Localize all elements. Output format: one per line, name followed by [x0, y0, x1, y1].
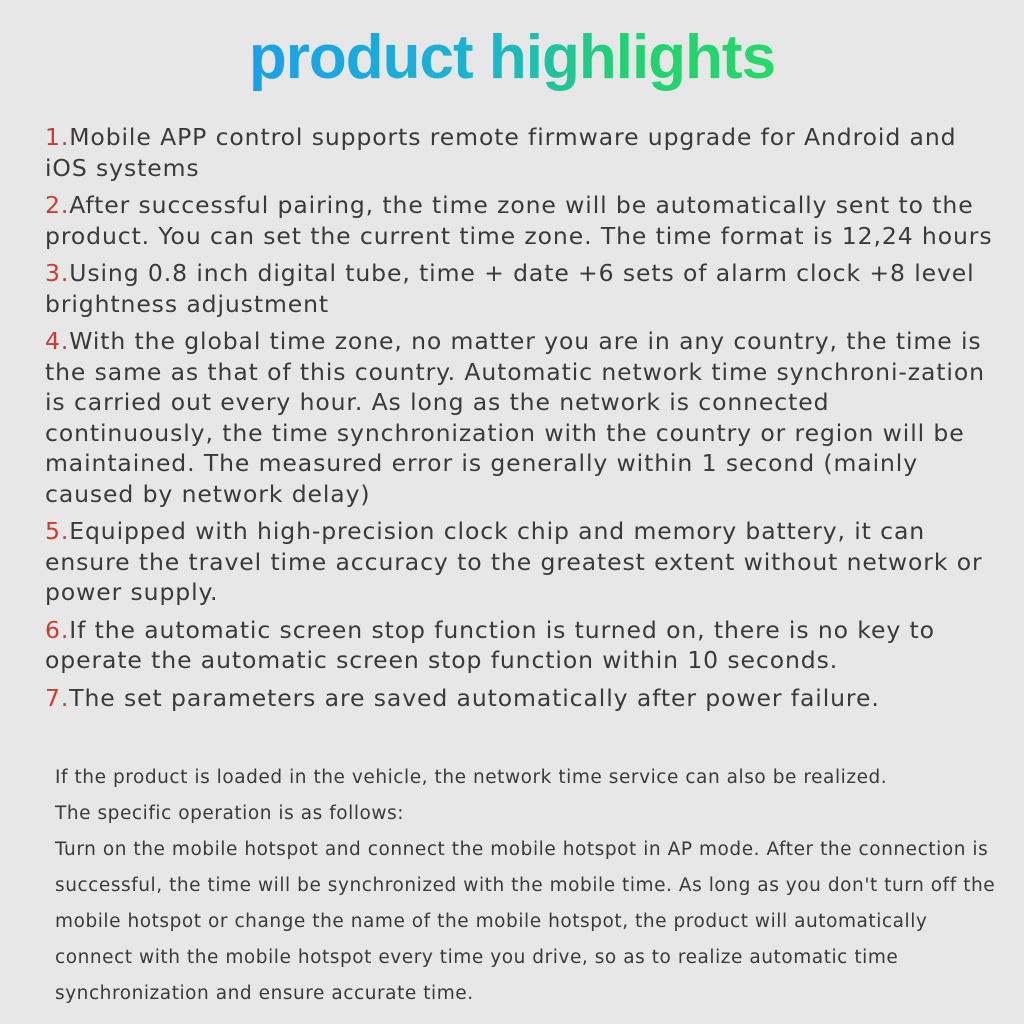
note-body: Turn on the mobile hotspot and connect the mobile hotspot in AP mode. After the connection is successful, the time will be synchronized with the mobile time. As long as you don't turn off the mobile hotspot or change the name of the mobile hotspot, the product will automatically connect with the mobile hotspot every time you drive, so as to realize automatic time synchronization and ensure accurate time. [55, 839, 996, 1004]
highlights-list [45, 122, 1000, 720]
list-item [45, 122, 1000, 183]
title-text: product highlights [248, 23, 776, 92]
list-item [45, 615, 1000, 676]
vehicle-note [55, 760, 1010, 1012]
item-number: 3. [45, 259, 70, 287]
item-number: 5. [45, 517, 70, 545]
item-number: 2. [45, 191, 70, 219]
item-number: 1. [45, 123, 70, 151]
item-text: The set parameters are saved automatically after power failure. [69, 683, 880, 712]
list-item [45, 683, 1000, 714]
item-number: 6. [45, 615, 70, 644]
item-text: Equipped with high-precision clock chip and memory battery, it can ensure the travel time accuracy to the greatest extent without network or power supply. [45, 517, 983, 606]
list-item [45, 190, 1000, 251]
item-text: Mobile APP control supports remote firmware upgrade for Android and iOS systems [45, 123, 957, 182]
item-text: Using 0.8 inch digital tube, time + date +6 sets of alarm clock +8 level brightness adjustment [45, 259, 975, 318]
item-text: With the global time zone, no matter you are in any country, the time is the same as that of this country. Automatic network time synchroni-zation is carried out every hour. As long as the network is connected continuously, the time synchronization with the country or region will be maintained. The measured error is generally within 1 second (mainly caused by network delay) [45, 327, 985, 508]
page-title [0, 22, 1024, 93]
item-text: If the automatic screen stop function is turned on, there is no key to operate the automatic screen stop function within 10 seconds. [45, 615, 935, 674]
note-intro: If the product is loaded in the vehicle, the network time service can also be realized. [55, 767, 888, 788]
list-item [45, 258, 1000, 319]
list-item [45, 516, 1000, 608]
item-number: 7. [45, 683, 70, 712]
item-number: 4. [45, 327, 70, 355]
note-subtitle: The specific operation is as follows: [55, 803, 405, 824]
list-item [45, 326, 1000, 509]
item-text: After successful pairing, the time zone will be automatically sent to the product. You can set the current time zone. The time format is 12,24 hours [45, 191, 993, 250]
